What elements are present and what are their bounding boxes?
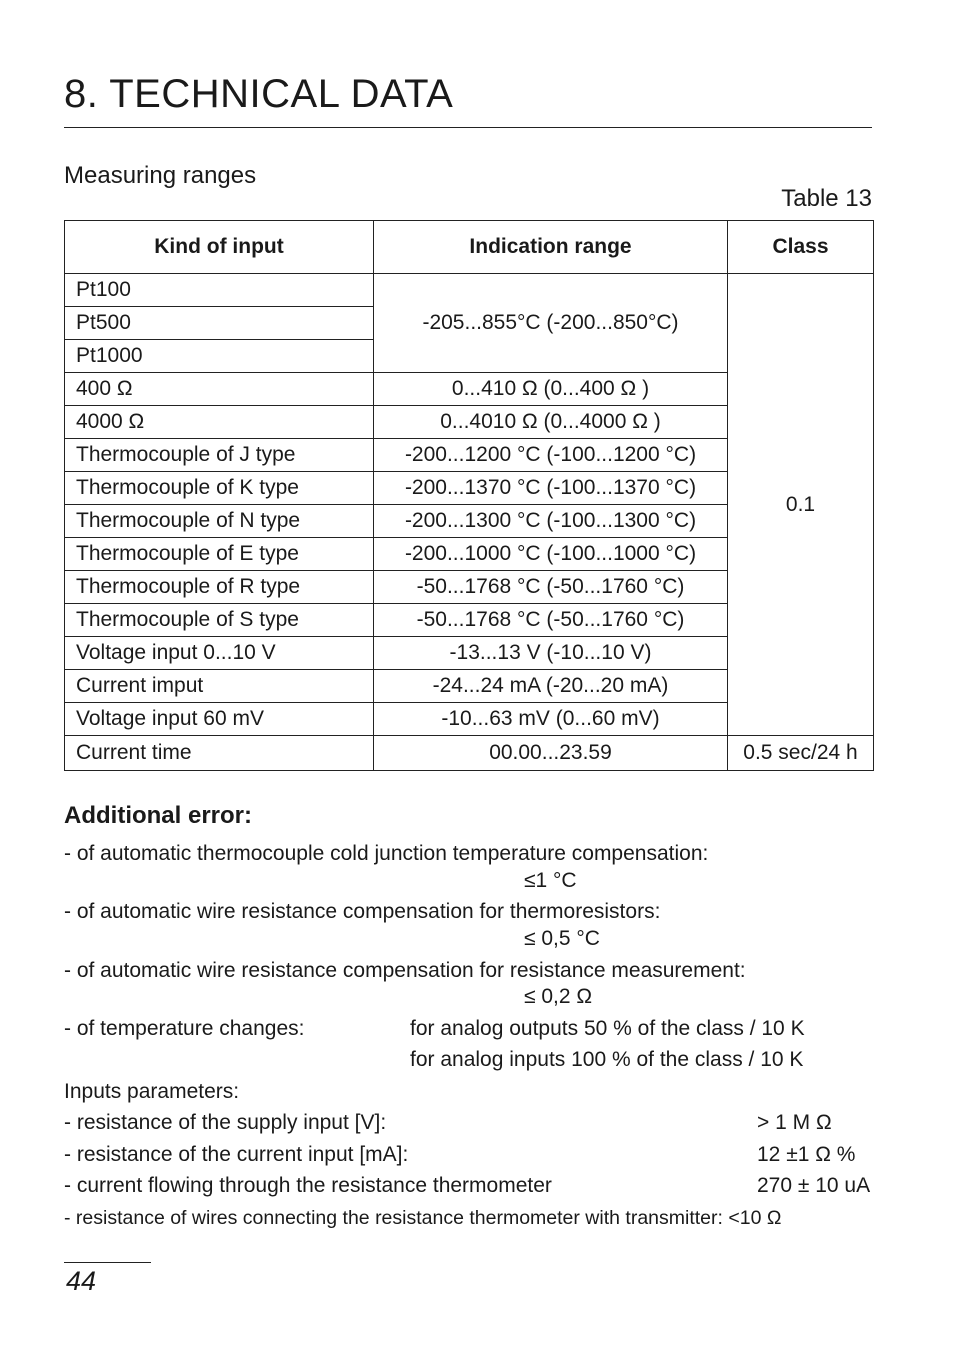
- error-temperature-inputs: for analog inputs 100 % of the class / 10 K: [410, 1048, 804, 1071]
- param-thermometer-current-value: 270 ± 10 uA: [757, 1174, 871, 1197]
- param-supply-value: > 1 M Ω: [757, 1111, 832, 1134]
- range-cell: -200...1000 °C (-100...1000 °C): [374, 538, 728, 571]
- error-temperature-outputs: for analog outputs 50 % of the class / 10 K: [410, 1017, 805, 1040]
- title-divider: [64, 127, 872, 128]
- header-class: Class: [728, 221, 874, 274]
- range-cell: -13...13 V (-10...10 V): [374, 637, 728, 670]
- additional-error-title: Additional error:: [64, 802, 253, 829]
- param-supply-label: - resistance of the supply input [V]:: [64, 1111, 387, 1134]
- range-cell: -50...1768 °C (-50...1760 °C): [374, 571, 728, 604]
- kind-cell: 4000 Ω: [65, 406, 374, 439]
- error-thermoresistor-value: ≤ 0,5 °C: [524, 927, 600, 950]
- error-resistance-label: - of automatic wire resistance compensation for resistance measurement:: [64, 959, 746, 982]
- table-header-row: [65, 221, 874, 274]
- kind-cell: Voltage input 60 mV: [65, 703, 374, 736]
- class-cell: 0.5 sec/24 h: [728, 736, 874, 771]
- table-caption: Table 13: [781, 185, 872, 212]
- param-thermometer-current-label: - current flowing through the resistance thermometer: [64, 1174, 552, 1197]
- kind-cell: Thermocouple of J type: [65, 439, 374, 472]
- range-cell: -200...1370 °C (-100...1370 °C): [374, 472, 728, 505]
- range-cell: -200...1300 °C (-100...1300 °C): [374, 505, 728, 538]
- kind-cell: Pt100: [65, 274, 374, 307]
- range-cell: -50...1768 °C (-50...1760 °C): [374, 604, 728, 637]
- footer-divider: [64, 1262, 151, 1263]
- kind-cell: Thermocouple of R type: [65, 571, 374, 604]
- kind-cell: Thermocouple of S type: [65, 604, 374, 637]
- table-row: [65, 274, 874, 307]
- header-range: Indication range: [374, 221, 728, 274]
- error-temperature-label: - of temperature changes:: [64, 1017, 305, 1040]
- header-kind: Kind of input: [65, 221, 374, 274]
- range-cell: -24...24 mA (-20...20 mA): [374, 670, 728, 703]
- kind-cell: Current imput: [65, 670, 374, 703]
- range-cell: 0...410 Ω (0...400 Ω ): [374, 373, 728, 406]
- page-number: 44: [66, 1266, 97, 1296]
- kind-cell: Thermocouple of E type: [65, 538, 374, 571]
- param-current-value: 12 ±1 Ω %: [757, 1143, 856, 1166]
- range-cell: 00.00...23.59: [374, 736, 728, 771]
- kind-cell: 400 Ω: [65, 373, 374, 406]
- kind-cell: Current time: [65, 736, 374, 771]
- inputs-parameters-title: Inputs parameters:: [64, 1080, 240, 1103]
- param-wires-resistance: - resistance of wires connecting the resistance thermometer with transmitter: <10 Ω: [64, 1207, 782, 1229]
- range-cell: -200...1200 °C (-100...1200 °C): [374, 439, 728, 472]
- error-thermoresistor-label: - of automatic wire resistance compensation for thermoresistors:: [64, 900, 661, 923]
- error-resistance-value: ≤ 0,2 Ω: [524, 985, 593, 1008]
- kind-cell: Pt500: [65, 307, 374, 340]
- kind-cell: Pt1000: [65, 340, 374, 373]
- page-title: 8. TECHNICAL DATA: [64, 72, 454, 116]
- param-current-label: - resistance of the current input [mA]:: [64, 1143, 409, 1166]
- error-cold-junction-value: ≤1 °C: [524, 869, 577, 892]
- table-row: [65, 736, 874, 771]
- kind-cell: Thermocouple of N type: [65, 505, 374, 538]
- range-cell: 0...4010 Ω (0...4000 Ω ): [374, 406, 728, 439]
- error-cold-junction-label: - of automatic thermocouple cold junction temperature compensation:: [64, 842, 709, 865]
- class-cell: 0.1: [728, 274, 874, 736]
- range-cell: -10...63 mV (0...60 mV): [374, 703, 728, 736]
- measuring-ranges-table: [64, 220, 874, 771]
- kind-cell: Thermocouple of K type: [65, 472, 374, 505]
- section-label: Measuring ranges: [64, 162, 257, 189]
- kind-cell: Voltage input 0...10 V: [65, 637, 374, 670]
- rtd-range-cell: -205...855°C (-200...850°C): [374, 274, 728, 373]
